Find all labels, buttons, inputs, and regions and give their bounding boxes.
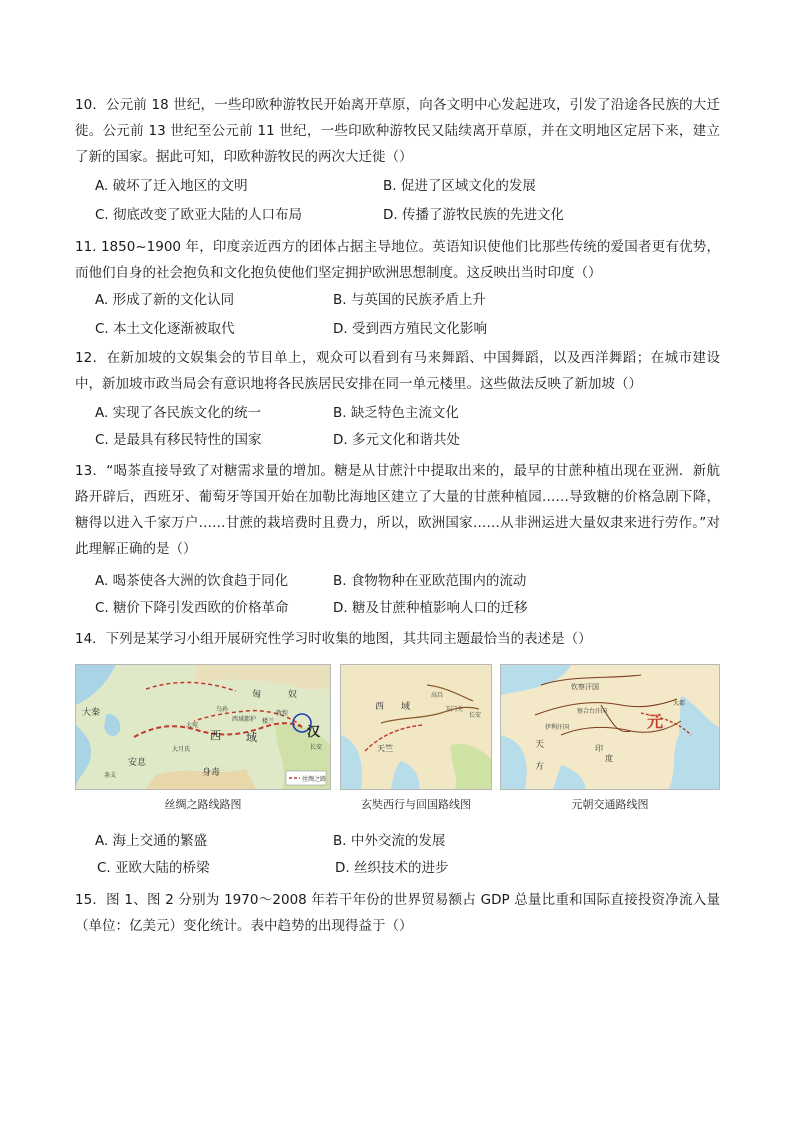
option-d[interactable]: D. 多元文化和谐共处 <box>333 432 460 448</box>
option-a[interactable]: A. 形成了新的文化认同 <box>95 292 235 308</box>
silk-road-map <box>75 664 331 812</box>
label-xi: 西 <box>210 729 221 742</box>
label-dayuezhi: 大月氏 <box>172 746 191 753</box>
option-b[interactable]: B. 中外交流的发展 <box>333 833 446 849</box>
label-xiong: 匈 <box>252 690 262 700</box>
label-dunhuang: 敦煌 <box>276 710 289 717</box>
yuan-transport-map-image <box>500 664 720 790</box>
option-d[interactable]: D. 糖及甘蔗种植影响人口的迁移 <box>333 600 528 616</box>
label-tiaozhi: 条支 <box>104 772 117 779</box>
option-b[interactable]: B. 缺乏特色主流文化 <box>333 405 459 421</box>
label-qincha-khanate: 钦察汗国 <box>571 683 599 691</box>
question-14-options-block <box>75 828 720 884</box>
question-12-options <box>75 397 720 453</box>
question-13 <box>75 458 720 618</box>
option-a[interactable]: A. 破坏了迁入地区的文明 <box>95 178 248 194</box>
option-d[interactable]: D. 传播了游牧民族的先进文化 <box>383 207 564 223</box>
option-c[interactable]: C. 糖价下降引发西欧的价格革命 <box>95 600 289 616</box>
label-du: 度 <box>605 754 613 763</box>
option-a[interactable]: A. 实现了各民族文化的统一 <box>95 405 262 421</box>
label-chagatai-khanate: 察合台汗国 <box>577 708 608 715</box>
question-14-maps <box>75 664 720 810</box>
label-wusun: 乌孙 <box>216 706 229 713</box>
question-15-stem: 15．图 1、图 2 分别为 1970～2008 年若干年份的世界贸易额占 GDP 总量比重和国际直接投资净流入量（单位：亿美元）变化统计。表中趋势的出现得益于（） <box>75 892 720 934</box>
option-a[interactable]: A. 喝茶使各大洲的饮食趋于同化 <box>95 573 289 589</box>
label-dadu: 大都 <box>673 700 686 707</box>
label-fang: 方 <box>535 762 545 772</box>
option-c[interactable]: C. 亚欧大陆的桥梁 <box>97 860 210 876</box>
question-14-options <box>75 828 720 884</box>
label-ilkhanate: 伊利汗国 <box>545 724 570 731</box>
label-dayuan: 大宛 <box>186 722 199 729</box>
legend-silk-road: 丝绸之路 <box>302 776 327 783</box>
option-b[interactable]: B. 促进了区域文化的发展 <box>383 178 536 194</box>
label-xiyu-duhu: 西域都护 <box>232 716 257 723</box>
option-d[interactable]: D. 丝织技术的进步 <box>335 860 449 876</box>
map-caption: 玄奘西行与回国路线图 <box>361 798 471 811</box>
option-b[interactable]: B. 食物物种在亚欧范围内的流动 <box>333 573 527 589</box>
question-14-stem: 14．下列是某学习小组开展研究性学习时收集的地图，其共同主题最恰当的表述是（） <box>75 631 592 647</box>
question-11-stem: 11. 1850~1900 年，印度亲近西方的团体占据主导地位。英语知识使他们比那些传统的爱国者更有优势，而他们自身的社会抱负和文化抱负使他们坚定拥护欧洲思想制度。这反映出当时印度（） <box>75 239 720 281</box>
question-14 <box>75 626 720 652</box>
question-12-stem: 12．在新加坡的文娱集会的节目单上，观众可以看到有马来舞蹈、中国舞蹈，以及西洋舞蹈；在城市建设中，新加坡市政当局会有意识地将各民族居民安排在同一单元楼里。这些做法反映了新加坡（） <box>75 350 720 392</box>
label-yumenguan: 玉门关 <box>445 706 464 713</box>
option-c[interactable]: C. 彻底改变了欧亚大陆的人口布局 <box>95 207 303 223</box>
question-11 <box>75 234 720 342</box>
label-han: 汉 <box>307 725 321 740</box>
option-c[interactable]: C. 是最具有移民特性的国家 <box>95 432 262 448</box>
silk-road-map-image <box>75 664 331 790</box>
label-tian: 天 <box>535 740 545 750</box>
label-changan: 长安 <box>310 744 323 751</box>
option-a[interactable]: A. 海上交通的繁盛 <box>95 833 208 849</box>
question-10-options <box>75 170 720 226</box>
option-d[interactable]: D. 受到西方殖民文化影响 <box>333 321 487 337</box>
label-yin: 印 <box>595 744 603 753</box>
label-yu: 域 <box>246 731 257 744</box>
label-gaochang: 高昌 <box>431 692 444 699</box>
label-nu: 奴 <box>288 690 298 700</box>
label-loulan: 楼兰 <box>262 718 275 725</box>
question-13-stem: 13．“喝茶直接导致了对糖需求量的增加。糖是从甘蔗汁中提取出来的，最早的甘蔗种植出现在亚洲．新航路开辟后，西班牙、葡萄牙等国开始在加勒比海地区建立了大量的甘蔗种植园……导致糖的价格急剧下降，糖得以进入千家万户……甘蔗的栽培费时且费力，所以，欧洲国家……从非洲运进大量奴隶来进行劳作。”对此理解正确的是（） <box>75 463 720 557</box>
question-10-stem: 10．公元前 18 世纪，一些印欧种游牧民开始离开草原，向各文明中心发起进攻，引发了沿途各民族的大迁徙。公元前 13 世纪至公元前 11 世纪，一些印欧种游牧民又陆续离开草原，并在文明地区定居下来，建立了新的国家。据此可知，印欧种游牧民的两次大迁徙（） <box>75 97 720 165</box>
question-12 <box>75 345 720 453</box>
option-c[interactable]: C. 本土文化逐渐被取代 <box>95 321 235 337</box>
map-caption: 元朝交通路线图 <box>571 798 649 811</box>
map-caption: 丝绸之路线路图 <box>164 798 242 811</box>
label-xi: 西 <box>375 702 385 712</box>
question-13-options <box>75 562 720 618</box>
question-11-options <box>75 286 720 342</box>
label-tianzhu: 天竺 <box>377 744 393 753</box>
question-10 <box>75 92 720 226</box>
label-shendu: 身毒 <box>202 768 221 778</box>
label-daqin: 大秦 <box>82 708 101 718</box>
label-yuan: 元 <box>647 712 664 731</box>
option-b[interactable]: B. 与英国的民族矛盾上升 <box>333 292 486 308</box>
label-changan: 长安 <box>469 712 482 719</box>
label-yu: 域 <box>401 702 411 712</box>
label-anxi: 安息 <box>128 758 147 768</box>
xuanzang-route-map <box>340 664 492 812</box>
xuanzang-route-map-image <box>340 664 492 790</box>
question-15 <box>75 887 720 939</box>
yuan-transport-map <box>500 664 720 812</box>
